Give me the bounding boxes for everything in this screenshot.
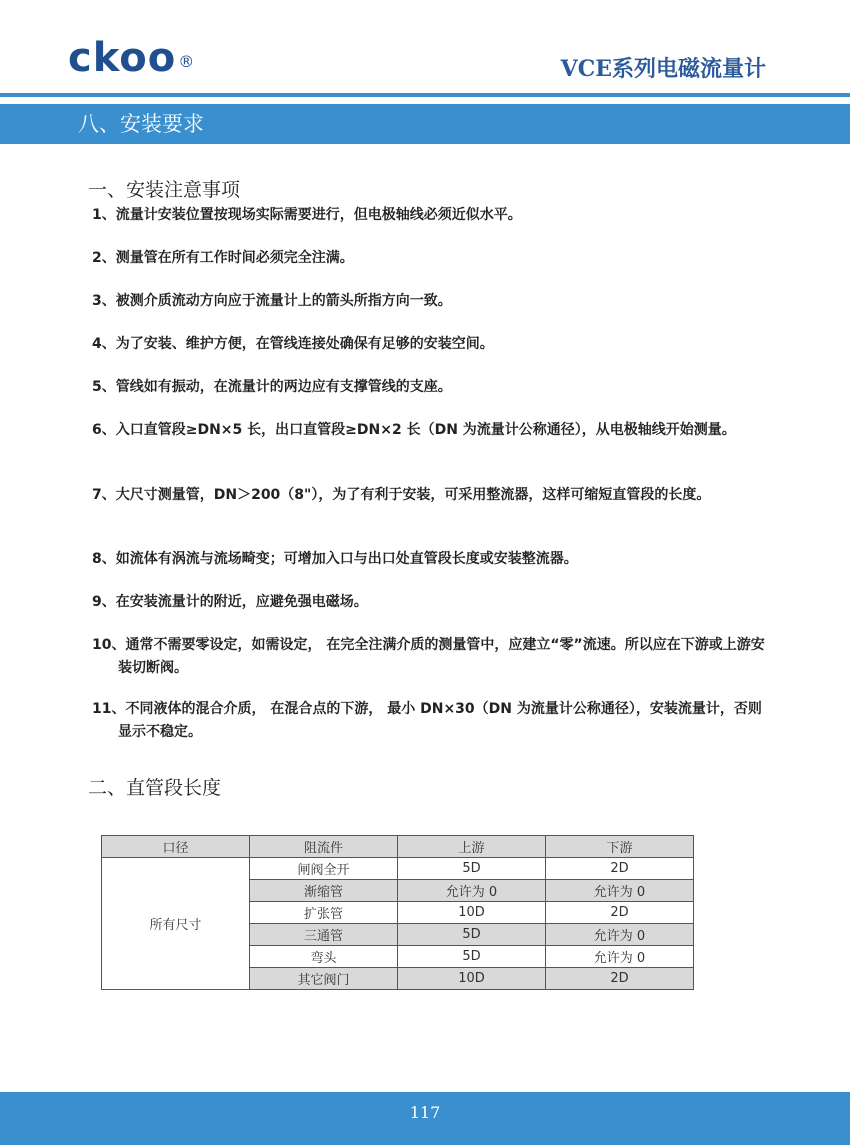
note-item-8: 8、如流体有涡流与流场畸变；可增加入口与出口处直管段长度或安装整流器。 xyxy=(92,551,578,567)
fitting-cell: 扩张管 xyxy=(250,902,398,924)
document-title: VCE系列电磁流量计 xyxy=(560,56,766,82)
header-fitting: 阻流件 xyxy=(250,836,398,858)
header-upstream: 上游 xyxy=(398,836,546,858)
note-item-10: 10、通常不需要零设定，如需设定， 在完全注满介质的测量管中，应建立“零”流速。所以应在下游或上游安装切断阀。 xyxy=(92,637,765,676)
fitting-cell: 闸阀全开 xyxy=(250,858,398,880)
registered-mark: ® xyxy=(178,52,196,71)
brand-logo xyxy=(68,34,195,82)
note-item-6: 6、入口直管段≥DN×5 长，出口直管段≥DN×2 长（DN 为流量计公称通径），从电极轴线开始测量。 xyxy=(92,422,736,438)
fitting-cell: 其它阀门 xyxy=(250,968,398,990)
downstream-cell: 允许为 0 xyxy=(546,880,694,902)
section-title: 八、安装要求 xyxy=(78,112,204,136)
note-item-2: 2、测量管在所有工作时间必须完全注满。 xyxy=(92,250,354,266)
downstream-cell: 2D xyxy=(546,902,694,924)
header-rule xyxy=(0,93,850,97)
page-number: 117 xyxy=(409,1103,441,1122)
straight-pipe-table xyxy=(101,835,694,990)
note-item-7: 7、大尺寸测量管，DN＞200（8"），为了有利于安装，可采用整流器，这样可缩短直管段的长度。 xyxy=(92,487,711,503)
note-item-5: 5、管线如有振动，在流量计的两边应有支撑管线的支座。 xyxy=(92,379,452,395)
upstream-cell: 允许为 0 xyxy=(398,880,546,902)
footer-bar xyxy=(0,1092,850,1145)
heading-install-notes: 一、安装注意事项 xyxy=(88,179,241,201)
fitting-cell: 渐缩管 xyxy=(250,880,398,902)
downstream-cell: 允许为 0 xyxy=(546,946,694,968)
upstream-cell: 10D xyxy=(398,968,546,990)
note-item-3: 3、被测介质流动方向应于流量计上的箭头所指方向一致。 xyxy=(92,293,452,309)
table-header-row xyxy=(102,836,694,858)
note-item-4: 4、为了安装、维护方便，在管线连接处确保有足够的安装空间。 xyxy=(92,336,494,352)
upstream-cell: 5D xyxy=(398,858,546,880)
header-downstream: 下游 xyxy=(546,836,694,858)
heading-straight-pipe: 二、直管段长度 xyxy=(88,777,222,799)
header-diameter: 口径 xyxy=(102,836,250,858)
upstream-cell: 10D xyxy=(398,902,546,924)
downstream-cell: 2D xyxy=(546,968,694,990)
note-item-9: 9、在安装流量计的附近，应避免强电磁场。 xyxy=(92,594,368,610)
logo-text: ckoo xyxy=(68,35,177,81)
note-item-11: 11、不同液体的混合介质， 在混合点的下游， 最小 DN×30（DN 为流量计公称通径），安装流量计，否则显示不稳定。 xyxy=(92,701,762,740)
upstream-cell: 5D xyxy=(398,924,546,946)
size-cell: 所有尺寸 xyxy=(102,858,250,990)
upstream-cell: 5D xyxy=(398,946,546,968)
downstream-cell: 允许为 0 xyxy=(546,924,694,946)
fitting-cell: 三通管 xyxy=(250,924,398,946)
table-row xyxy=(102,858,694,880)
fitting-cell: 弯头 xyxy=(250,946,398,968)
section-bar xyxy=(0,104,850,144)
note-item-1: 1、流量计安装位置按现场实际需要进行，但电极轴线必须近似水平。 xyxy=(92,207,522,223)
downstream-cell: 2D xyxy=(546,858,694,880)
